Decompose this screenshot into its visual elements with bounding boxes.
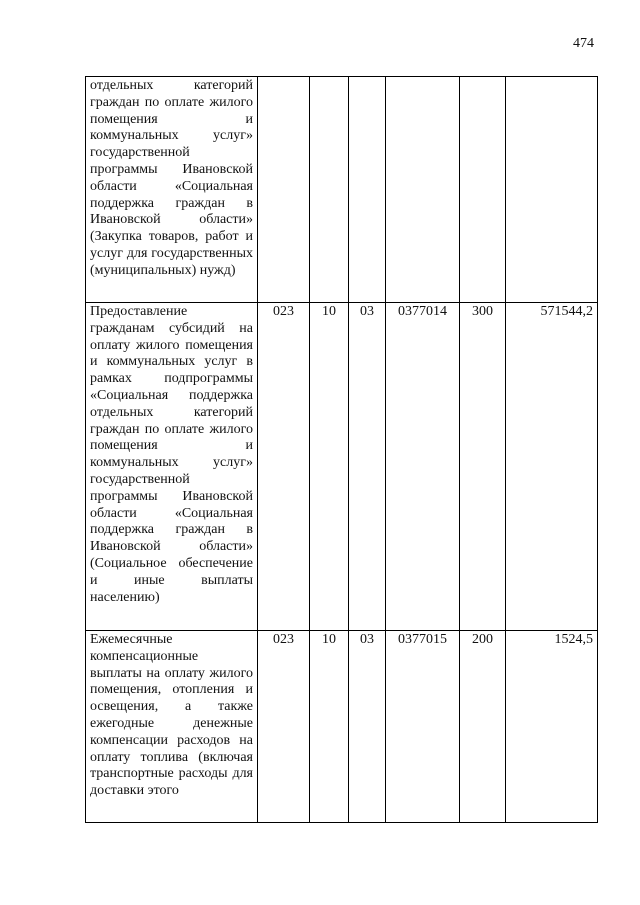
ministry-code: 023 [258,631,310,823]
amount: 571544,2 [506,303,598,631]
expense-type-code [460,77,506,303]
amount [506,77,598,303]
table-row [86,77,598,303]
subsection-code: 03 [349,303,386,631]
section-code [310,77,349,303]
section-code: 10 [310,303,349,631]
target-article-code [386,77,460,303]
ministry-code: 023 [258,303,310,631]
section-code: 10 [310,631,349,823]
table-row [86,631,598,823]
row-description: отдельных категорий граждан по оплате жилого помещения и коммунальных услуг» государственной программы Ивановской области «Социальная поддержка граждан в Ивановской области» (Закупка товаров, работ и услуг для государственных (муниципальных) нужд) [86,77,258,303]
table-row [86,303,598,631]
expense-type-code: 200 [460,631,506,823]
page-number: 474 [573,36,594,51]
expense-type-code: 300 [460,303,506,631]
row-description: Предоставление гражданам субсидий на оплату жилого помещения и коммунальных услуг в рамках подпрограммы «Социальная поддержка отдельных категорий граждан по оплате жилого помещения и коммунальных услуг» государственной программы Ивановской области «Социальная поддержка граждан в Ивановской области» (Социальное обеспечение и иные выплаты населению) [86,303,258,631]
target-article-code: 0377014 [386,303,460,631]
ministry-code [258,77,310,303]
amount: 1524,5 [506,631,598,823]
row-description: Ежемесячные компенсационные выплаты на оплату жилого помещения, отопления и освещения, а также ежегодные денежные компенсации расходов на оплату топлива (включая транспортные расходы для доставки этого [86,631,258,823]
budget-table [85,76,598,823]
subsection-code: 03 [349,631,386,823]
target-article-code: 0377015 [386,631,460,823]
subsection-code [349,77,386,303]
